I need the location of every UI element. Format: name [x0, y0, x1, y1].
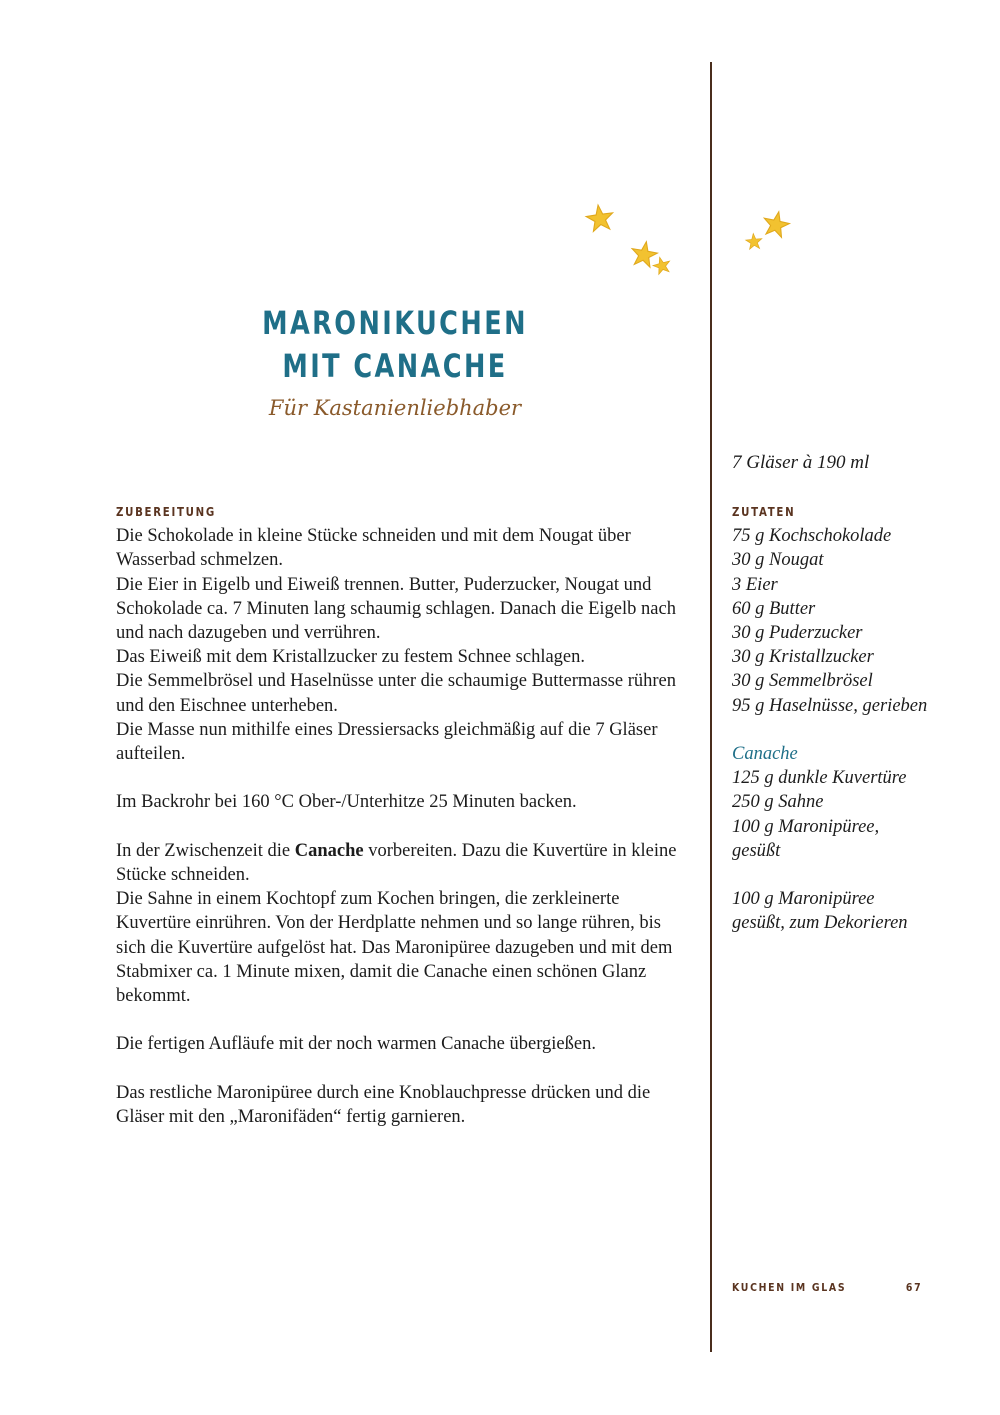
preparation-step: Das restliche Maronipüree durch eine Knoblauchpresse drücken und die Gläser mit den „Maronifäden“ fertig garnieren.	[116, 1082, 651, 1128]
preparation-section	[116, 500, 686, 1129]
preparation-step: Die Sahne in einem Kochtopf zum Kochen bringen, die zerkleinerte Kuvertüre einrühren. Von der Herdplatte nehmen und so lange rühren, bis sich die Kuvertüre aufgelöst hat. Das Maronipüree dazugeben und mit dem Stabmixer ca. 1 Minute mixen, damit die Canache einen schönen Glanz bekommt.	[116, 889, 673, 1007]
preparation-step: Die Eier in Eigelb und Eiweiß trennen. Butter, Puderzucker, Nougat und Schokolade ca. 7 Minuten lang schaumig schlagen. Danach die Eigelb nach und nach dazugeben und verrühren.	[116, 574, 676, 644]
decoration-ingredient: gesüßt, zum Dekorieren	[732, 913, 908, 934]
star-icon	[651, 255, 672, 275]
ingredients-label: ZUTATEN	[732, 505, 796, 519]
ingredients-section	[732, 500, 972, 936]
canache-ingredient: 125 g dunkle Kuvertüre	[732, 768, 907, 789]
ingredient-item: 3 Eier	[732, 574, 778, 595]
ingredient-item: 30 g Nougat	[732, 550, 824, 571]
preparation-step: Die Semmelbrösel und Haselnüsse unter die schaumige Buttermasse rühren und den Eischnee unterheben.	[116, 671, 676, 716]
ingredient-item: 95 g Haselnüsse, gerieben	[732, 695, 928, 716]
decorative-stars	[0, 0, 1000, 300]
star-icon	[629, 239, 659, 268]
ingredient-item: 60 g Butter	[732, 598, 816, 619]
canache-emphasis: Canache	[294, 840, 364, 861]
page-number: 67	[905, 1281, 922, 1294]
yield-info: 7 Gläser à 190 ml	[732, 452, 870, 473]
recipe-title-line-2: MIT CANACHE	[282, 347, 508, 385]
ingredient-item: 30 g Semmelbrösel	[732, 671, 873, 692]
star-icon	[585, 203, 615, 232]
star-icon	[761, 209, 791, 238]
recipe-title	[239, 302, 551, 388]
preparation-step: Im Backrohr bei 160 °C Ober-/Unterhitze 25 Minuten backen.	[116, 792, 577, 813]
ingredient-item: 30 g Puderzucker	[732, 623, 863, 644]
star-icon	[745, 233, 762, 250]
preparation-step: Die Masse nun mithilfe eines Dressiersacks gleichmäßig auf die 7 Gläser aufteilen.	[116, 719, 658, 765]
ingredient-item: 30 g Kristallzucker	[732, 647, 874, 668]
recipe-subtitle: Für Kastanienliebhaber	[268, 396, 522, 420]
footer-section-title: KUCHEN IM GLAS	[732, 1281, 847, 1294]
canache-ingredient: 100 g Maronipüree,	[732, 816, 880, 837]
text-run: In der Zwischenzeit die	[116, 840, 295, 861]
preparation-step: Das Eiweiß mit dem Kristallzucker zu festem Schnee schlagen.	[116, 647, 586, 668]
text-run: vorbereiten. Dazu die Kuvertüre in kleine Stücke schneiden.	[116, 840, 677, 886]
preparation-step: Die fertigen Aufläufe mit der noch warmen Canache übergießen.	[116, 1034, 596, 1055]
preparation-step: Die Schokolade in kleine Stücke schneiden und mit dem Nougat über Wasserbad schmelzen.	[116, 526, 631, 571]
preparation-label: ZUBEREITUNG	[116, 505, 216, 519]
recipe-title-line-1: MARONIKUCHEN	[262, 304, 528, 342]
decoration-ingredient: 100 g Maronipüree	[732, 889, 875, 910]
canache-ingredient: 250 g Sahne	[732, 792, 824, 813]
canache-ingredient: gesüßt	[732, 840, 781, 861]
preparation-step	[116, 839, 686, 887]
canache-heading: Canache	[732, 744, 798, 765]
column-divider	[710, 62, 712, 1352]
ingredient-item: 75 g Kochschokolade	[732, 526, 892, 547]
